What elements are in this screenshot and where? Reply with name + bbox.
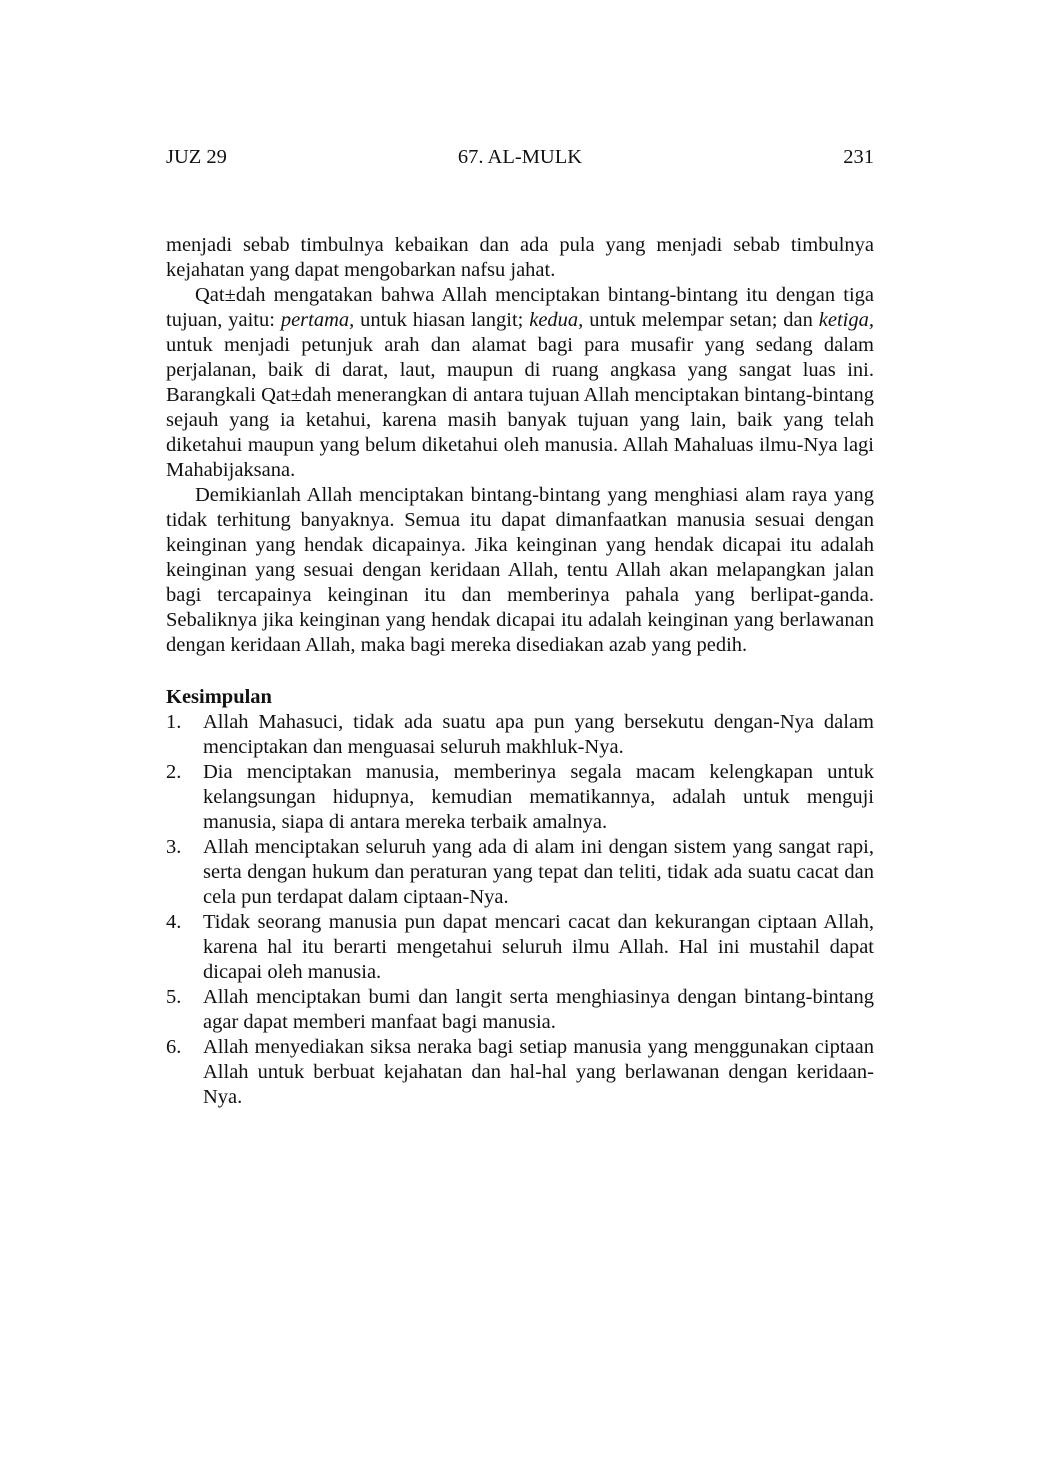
page-number: 231	[843, 146, 874, 168]
page-body	[166, 233, 874, 1110]
paragraph-demikianlah: Demikianlah Allah menciptakan bintang-bintang yang menghiasi alam raya yang tidak terhitung banyaknya. Semua itu dapat dimanfaatkan manusia sesuai dengan keinginan yang hendak dicapainya. Jika keinginan yang hendak dicapai itu adalah keinginan yang sesuai dengan keridaan Allah, tentu Allah akan melapangkan jalan bagi tercapainya keinginan itu dan memberinya pahala yang berlipat-ganda. Sebaliknya jika keinginan yang hendak dicapai itu adalah keinginan yang berlawanan dengan keridaan Allah, maka bagi mereka disediakan azab yang pedih.	[166, 484, 874, 656]
list-text: Allah menyediakan siksa neraka bagi setiap manusia yang menggunakan ciptaan Allah untuk berbuat kejahatan dan hal-hal yang berlawanan dengan keridaan-Nya.	[203, 1036, 874, 1108]
text-run: untuk melempar setan; dan	[583, 309, 819, 331]
list-text: Tidak seorang manusia pun dapat mencari cacat dan kekurangan ciptaan Allah, karena hal itu berarti mengetahui seluruh ilmu Allah. Hal ini mustahil dapat dicapai oleh manusia.	[203, 911, 874, 983]
conclusion-list	[166, 710, 874, 1110]
list-text: Allah Mahasuci, tidak ada suatu apa pun yang bersekutu dengan-Nya dalam menciptakan dan menguasai seluruh makhluk-Nya.	[203, 711, 874, 758]
list-number: 6.	[166, 1036, 182, 1058]
list-text: Dia menciptakan manusia, memberinya segala macam kelengkapan untuk kelangsungan hidupnya, kemudian mematikannya, adalah untuk menguji manusia, siapa di antara mereka terbaik amalnya.	[203, 761, 874, 833]
list-number: 2.	[166, 761, 182, 783]
italic-term: ketiga,	[818, 309, 874, 331]
text-run: untuk menjadi petunjuk arah dan alamat bagi para musafir yang sedang dalam perjalanan, baik di darat, laut, maupun di ruang angkasa yang sangat luas ini. Barangkali Qat±dah menerangkan di antara tujuan Allah menciptakan bintang-bintang sejauh yang ia ketahui, karena masih banyak tujuan yang lain, baik yang telah diketahui maupun yang belum diketahui oleh manusia. Allah Mahaluas ilmu-Nya lagi Mahabijaksana.	[166, 334, 875, 481]
header-juz: JUZ 29	[166, 146, 227, 168]
list-number: 4.	[166, 911, 182, 933]
italic-term: pertama,	[280, 309, 355, 331]
list-item	[166, 910, 874, 985]
running-header	[166, 146, 874, 174]
list-item	[166, 1035, 874, 1110]
list-text: Allah menciptakan bumi dan langit serta menghiasinya dengan bintang-bintang agar dapat memberi manfaat bagi manusia.	[203, 986, 874, 1033]
list-item	[166, 710, 874, 760]
list-item	[166, 835, 874, 910]
list-item	[166, 985, 874, 1035]
list-number: 3.	[166, 836, 182, 858]
text-run: untuk hiasan langit;	[354, 309, 530, 331]
list-number: 1.	[166, 711, 182, 733]
section-heading: Kesimpulan	[166, 686, 272, 708]
list-number: 5.	[166, 986, 182, 1008]
list-text: Allah menciptakan seluruh yang ada di alam ini dengan sistem yang sangat rapi, serta dengan hukum dan peraturan yang tepat dan teliti, tidak ada suatu cacat dan cela pun terdapat dalam ciptaan-Nya.	[203, 836, 874, 908]
paragraph-qatadah	[166, 283, 874, 483]
list-item	[166, 760, 874, 835]
text-run: Qat±dah mengatakan bahwa Allah menciptakan bintang-bintang itu dengan tiga tujuan, yaitu:	[166, 284, 874, 331]
italic-term: kedua,	[529, 309, 584, 331]
paragraph-continuation: menjadi sebab timbulnya kebaikan dan ada pula yang menjadi sebab timbulnya kejahatan yang dapat mengobarkan nafsu jahat.	[166, 234, 874, 281]
header-surah-title: 67. AL-MULK	[457, 146, 583, 168]
